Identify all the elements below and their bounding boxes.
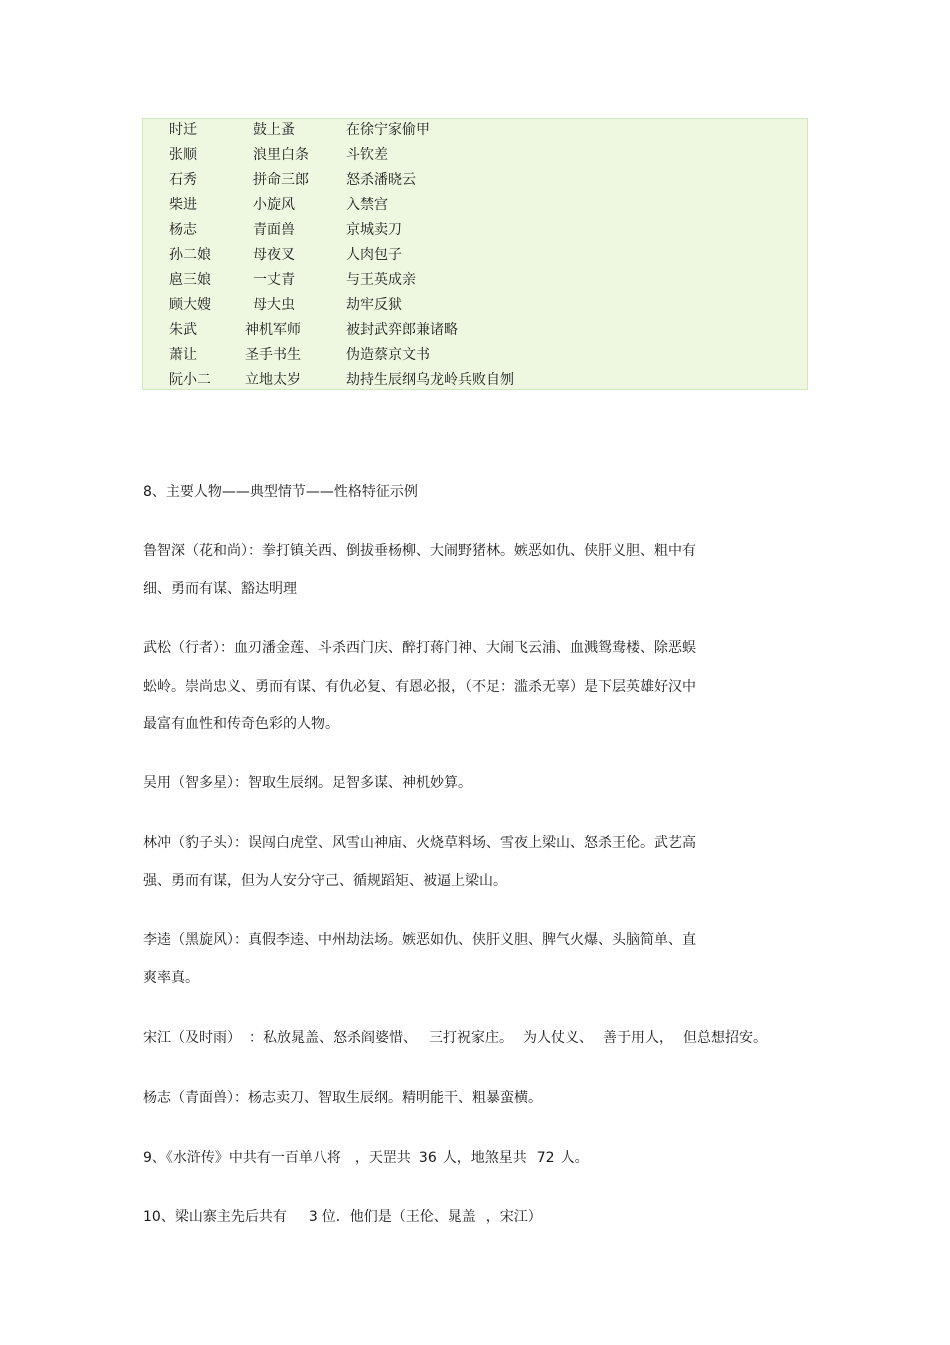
character-event: 京城卖刀 (346, 222, 402, 238)
table-row (143, 295, 807, 320)
character-name: 柴进 (169, 197, 197, 213)
q9-text-4: 人。 (560, 1150, 589, 1166)
song-jiang-trait-1: 为人仗义、 (523, 1030, 593, 1046)
table-row (143, 270, 807, 295)
character-nickname: 小旋风 (253, 197, 295, 213)
character-name: 时迁 (169, 122, 197, 138)
table-row (143, 245, 807, 270)
character-nickname: 母大虫 (253, 297, 295, 313)
character-nickname: 鼓上蚤 (253, 122, 295, 138)
character-event: 与王英成亲 (346, 272, 416, 288)
character-event: 在徐宁家偷甲 (346, 122, 430, 138)
character-event: 斗钦差 (346, 147, 388, 163)
song-jiang-events-1: ：私放晁盖、怒杀阎婆惜、 (249, 1030, 417, 1046)
q9-text-2: ，天罡共 (354, 1150, 411, 1166)
song-jiang-events-2: 三打祝家庄。 (429, 1030, 513, 1046)
table-row (143, 195, 807, 220)
li-kui-line-2: 爽率真。 (143, 970, 199, 986)
table-row (143, 370, 807, 395)
song-jiang-trait-2: 善于用人， (603, 1030, 673, 1046)
lu-zhishen-line-2: 细、勇而有谋、豁达明理 (143, 581, 297, 597)
character-name: 杨志 (169, 222, 197, 238)
table-row (143, 220, 807, 245)
lin-chong-line-2: 强、勇而有谋，但为人安分守己、循规蹈矩、被逼上梁山。 (143, 873, 507, 889)
q10-text-3: ，宋江） (485, 1209, 542, 1225)
yang-zhi-line: 杨志（青面兽）：杨志卖刀、智取生辰纲。精明能干、粗暴蛮横。 (143, 1090, 542, 1106)
wu-song-line-1: 武松（行者）：血刃潘金莲、斗杀西门庆、醉打蒋门神、大闹飞云浦、血溅鸳鸯楼、除恶蜈 (143, 640, 696, 656)
question-9 (143, 1148, 589, 1168)
section-8-heading: 8、主要人物——典型情节——性格特征示例 (143, 484, 418, 500)
character-name: 孙二娘 (169, 247, 211, 263)
q9-number-disha: 72 (536, 1150, 555, 1166)
character-nickname: 母夜叉 (253, 247, 295, 263)
character-name: 石秀 (169, 172, 197, 188)
li-kui-line-1: 李逵（黑旋风）：真假李逵、中州劫法场。嫉恶如仇、侠肝义胆、脾气火爆、头脑简单、直 (143, 932, 696, 948)
table-row (143, 320, 807, 345)
character-table (142, 118, 808, 390)
wu-song-line-3: 最富有血性和传奇色彩的人物。 (143, 716, 339, 732)
character-nickname: 浪里白条 (253, 147, 309, 163)
character-name: 萧让 (169, 347, 197, 363)
song-jiang-trait-3: 但总想招安。 (683, 1030, 767, 1046)
q9-text-1: 9、《水浒传》中共有一百单八将 (143, 1150, 341, 1166)
table-row (143, 145, 807, 170)
character-name: 朱武 (169, 322, 197, 338)
character-event: 被封武弈郎兼诸略 (346, 322, 458, 338)
q9-number-tiangang: 36 (418, 1150, 437, 1166)
song-jiang-line (143, 1028, 767, 1048)
q10-text-1: 10、梁山寨主先后共有 (143, 1209, 287, 1225)
wu-yong-line: 吴用（智多星）：智取生辰纲。足智多谋、神机妙算。 (143, 775, 472, 791)
table-row (143, 345, 807, 370)
character-nickname: 青面兽 (253, 222, 295, 238)
character-event: 劫持生辰纲乌龙岭兵败自刎 (346, 372, 514, 388)
character-event: 人肉包子 (346, 247, 402, 263)
character-nickname: 拼命三郎 (253, 172, 309, 188)
table-row (143, 170, 807, 195)
character-name: 张顺 (169, 147, 197, 163)
character-event: 伪造蔡京文书 (346, 347, 430, 363)
song-jiang-name: 宋江（及时雨） (143, 1030, 241, 1046)
table-row (143, 120, 807, 145)
q10-number: 3 (308, 1209, 318, 1225)
character-name: 顾大嫂 (169, 297, 211, 313)
character-event: 劫牢反狱 (346, 297, 402, 313)
question-10 (143, 1207, 542, 1227)
q9-text-3: 人，地煞星共 (442, 1150, 527, 1166)
character-name: 阮小二 (169, 372, 211, 388)
character-event: 入禁宫 (346, 197, 388, 213)
character-nickname: 神机军师 (245, 322, 301, 338)
q10-text-2: 位．他们是（王伦、晁盖 (321, 1209, 476, 1225)
character-event: 怒杀潘晓云 (346, 172, 416, 188)
lu-zhishen-line-1: 鲁智深（花和尚）：拳打镇关西、倒拔垂杨柳、大闹野猪林。嫉恶如仇、侠肝义胆、粗中有 (143, 543, 696, 559)
wu-song-line-2: 蚣岭。崇尚忠义、勇而有谋、有仇必复、有恩必报，（不足：滥杀无辜）是下层英雄好汉中 (143, 679, 696, 695)
character-nickname: 圣手书生 (245, 347, 301, 363)
character-nickname: 立地太岁 (245, 372, 301, 388)
character-nickname: 一丈青 (253, 272, 295, 288)
lin-chong-line-1: 林冲（豹子头）：误闯白虎堂、风雪山神庙、火烧草料场、雪夜上梁山、怒杀王伦。武艺高 (143, 835, 696, 851)
character-name: 扈三娘 (169, 272, 211, 288)
